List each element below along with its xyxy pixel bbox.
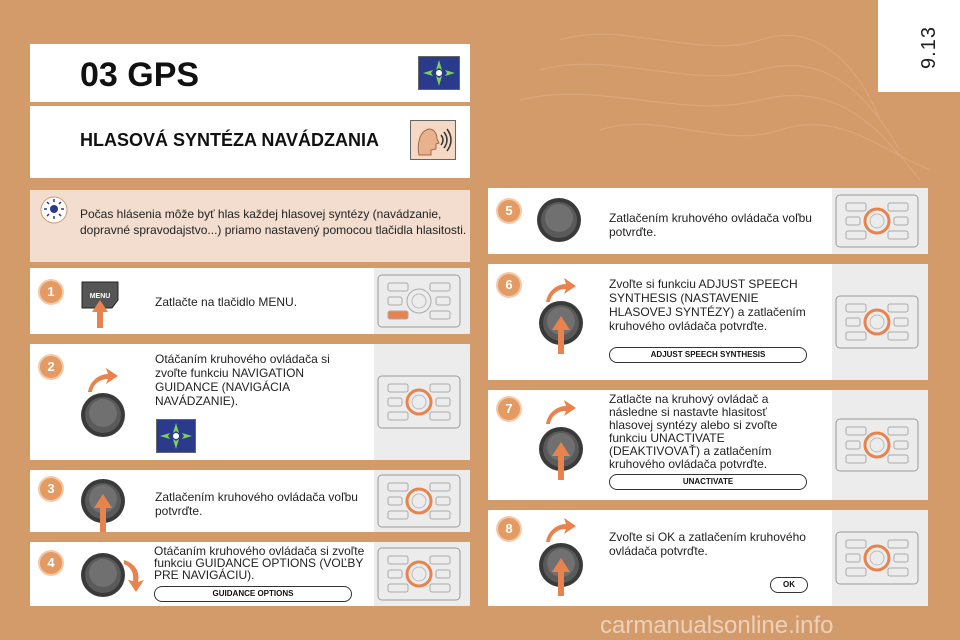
control-knob-icon xyxy=(536,197,582,243)
rotate-down-arrow-icon xyxy=(122,558,148,594)
page-number: 9.13 xyxy=(917,26,940,69)
guidance-options-pill: GUIDANCE OPTIONS xyxy=(154,586,352,602)
step-4-text: Otáčaním kruhového ovládača si zvoľte funkciu GUIDANCE OPTIONS (VOĽBY PRE NAVIGÁCIU). xyxy=(154,544,365,582)
bulb-icon xyxy=(40,196,68,224)
step-4-badge: 4 xyxy=(40,552,62,574)
press-knob-icon xyxy=(538,542,584,598)
adjust-speech-synthesis-pill: ADJUST SPEECH SYNTHESIS xyxy=(609,347,807,363)
radio-unit-drawing xyxy=(832,268,922,376)
step-3-text: Zatlačením kruhového ovládača voľbu potvrďte. xyxy=(155,490,358,518)
menu-button-icon xyxy=(78,280,122,330)
navigation-icon xyxy=(418,56,460,90)
step-1-badge: 1 xyxy=(40,281,62,303)
svg-text:MENU: MENU xyxy=(89,293,111,300)
section-title: HLASOVÁ SYNTÉZA NAVÁDZANIA xyxy=(80,130,380,150)
rotate-arrow-icon xyxy=(542,398,578,426)
step-8-badge: 8 xyxy=(498,518,520,540)
voice-synthesis-icon xyxy=(410,120,456,160)
rotate-arrow-icon xyxy=(542,516,578,544)
watermark: carmanualsonline.info xyxy=(600,612,834,639)
step-3-badge: 3 xyxy=(40,478,62,500)
radio-unit-drawing xyxy=(832,394,922,496)
press-knob-icon xyxy=(80,478,126,534)
press-knob-icon xyxy=(538,426,584,482)
step-5-text: Zatlačením kruhového ovládača voľbu potvrďte. xyxy=(609,211,812,239)
step-6-text: Zvoľte si funkciu ADJUST SPEECH SYNTHESIS (NASTAVENIE HLASOVEJ SYNTÉZY) a zatlačením kruhového ovládača potvrďte. xyxy=(609,277,806,333)
info-note-text: Počas hlásenia môže byť hlas každej hlasovej syntézy (navádzanie, dopravné spravodajstvo...) priamo nastavený pomocou tlačidla hlasitosti. xyxy=(80,207,467,237)
radio-unit-drawing xyxy=(374,350,464,454)
ok-pill: OK xyxy=(770,577,808,593)
radio-unit-drawing xyxy=(832,514,922,602)
step-8-text: Zvoľte si OK a zatlačením kruhového ovládača potvrďte. xyxy=(609,530,806,558)
control-knob-icon xyxy=(80,392,126,438)
radio-unit-drawing xyxy=(374,272,464,330)
rotate-arrow-icon xyxy=(84,366,120,394)
press-knob-icon xyxy=(538,300,584,356)
step-2-text: Otáčaním kruhového ovládača si zvoľte funkciu NAVIGATION GUIDANCE (NAVIGÁCIA NAVÁDZANIE). xyxy=(155,352,330,408)
step-7-text: Zatlačte na kruhový ovládač a následne si nastavte hlasitosť hlasovej syntézy alebo si zvoľte funkciu UNACTIVATE (DEAKTIVOVAŤ) a zatlačením kruhového ovládača potvrďte. xyxy=(609,392,778,471)
step-6-badge: 6 xyxy=(498,274,520,296)
radio-unit-drawing xyxy=(832,192,922,250)
page-number-tab xyxy=(878,0,960,92)
chapter-title: 03 GPS xyxy=(80,56,200,94)
radio-unit-drawing xyxy=(374,546,464,602)
unactivate-pill: UNACTIVATE xyxy=(609,474,807,490)
navigation-icon xyxy=(156,419,196,453)
radio-unit-drawing xyxy=(374,474,464,528)
step-2-badge: 2 xyxy=(40,356,62,378)
step-5-badge: 5 xyxy=(498,200,520,222)
step-7-badge: 7 xyxy=(498,398,520,420)
step-1-text: Zatlačte na tlačidlo MENU. xyxy=(155,295,298,309)
control-knob-icon xyxy=(80,552,126,598)
